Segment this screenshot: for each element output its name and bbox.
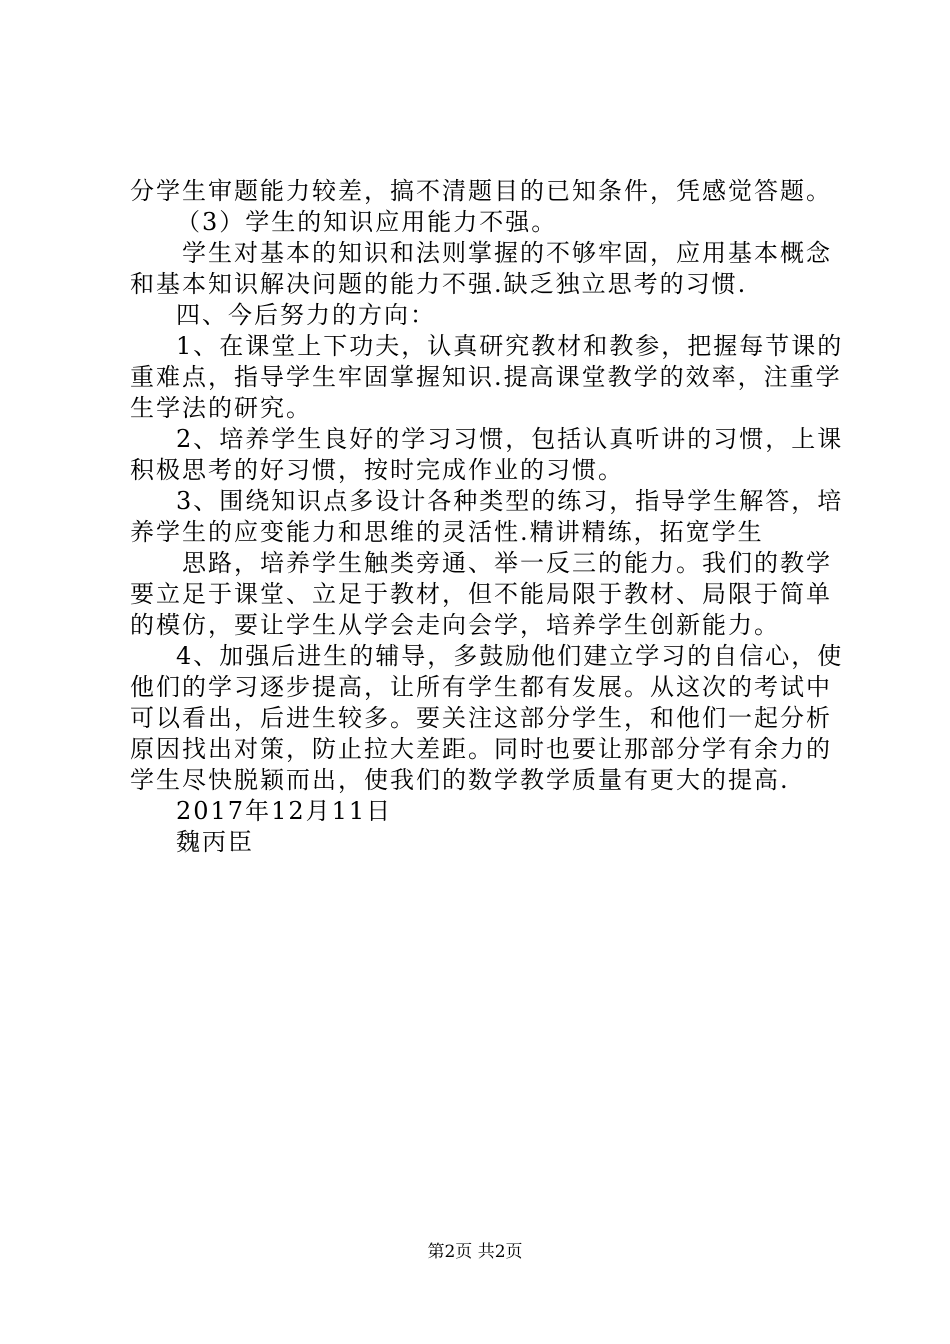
- section-heading: （3）学生的知识应用能力不强。: [176, 208, 558, 236]
- text-line: 积极思考的好习惯，按时完成作业的习惯。: [130, 456, 624, 484]
- text-line: 4、加强后进生的辅导，多鼓励他们建立学习的自信心，使: [176, 642, 844, 670]
- section-heading: 四、今后努力的方向：: [176, 301, 436, 329]
- text-line: 2、培养学生良好的学习习惯，包括认真听讲的习惯，上课: [176, 425, 844, 453]
- text-line: 和基本知识解决问题的能力不强.缺乏独立思考的习惯.: [130, 270, 748, 298]
- text-line: 生学法的研究。: [130, 394, 312, 422]
- document-date: 2017年12月11日: [176, 797, 393, 825]
- text-line: 的模仿，要让学生从学会走向会学，培养学生创新能力。: [130, 611, 780, 639]
- text-line: 3、围绕知识点多设计各种类型的练习，指导学生解答，培: [176, 487, 844, 515]
- text-line: 原因找出对策，防止拉大差距。同时也要让那部分学有余力的: [130, 735, 832, 763]
- text-line: 学生对基本的知识和法则掌握的不够牢固，应用基本概念: [182, 239, 832, 267]
- text-line: 思路，培养学生触类旁通、举一反三的能力。我们的教学: [182, 549, 832, 577]
- text-line: 他们的学习逐步提高，让所有学生都有发展。从这次的考试中: [130, 673, 832, 701]
- author-signature: 魏丙臣: [176, 828, 254, 856]
- text-line: 可以看出，后进生较多。要关注这部分学生，和他们一起分析: [130, 704, 832, 732]
- page-number-footer: 第2页 共2页: [427, 1242, 523, 1262]
- text-line: 1、在课堂上下功夫，认真研究教材和教参，把握每节课的: [176, 332, 844, 360]
- text-line: 重难点，指导学生牢固掌握知识.提高课堂教学的效率，注重学: [130, 363, 842, 391]
- text-line: 学生尽快脱颖而出，使我们的数学教学质量有更大的提高.: [130, 766, 790, 794]
- text-line: 要立足于课堂、立足于教材，但不能局限于教材、局限于简单: [130, 580, 832, 608]
- text-line: 分学生审题能力较差，搞不清题目的已知条件，凭感觉答题。: [130, 177, 832, 205]
- text-line: 养学生的应变能力和思维的灵活性.精讲精练，拓宽学生: [130, 518, 764, 546]
